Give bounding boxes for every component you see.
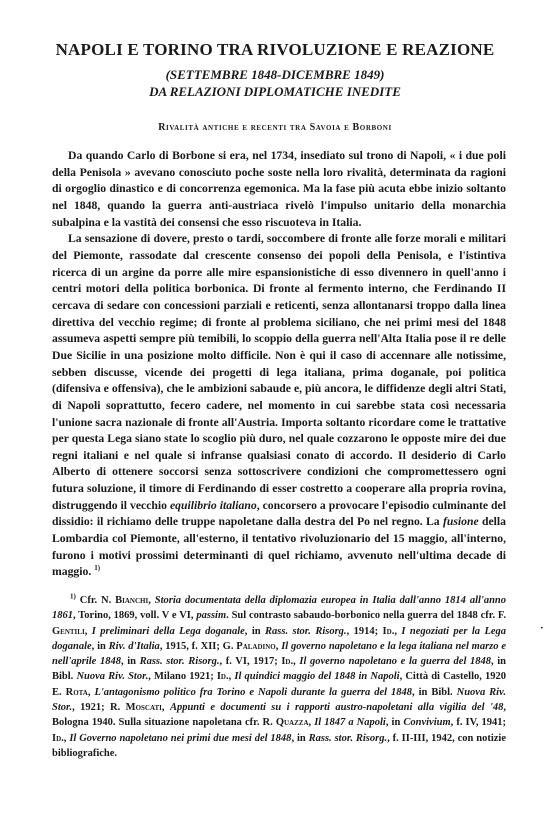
article-subtitle-dates: (SETTEMBRE 1848-DICEMBRE 1849) <box>165 67 385 82</box>
footnote-block <box>52 593 506 761</box>
italic-run: Nuova Riv. Stor. <box>52 686 506 714</box>
text-run: La sensazione di dovere, presto o tardi, soccombere di fronte alle forze morali e militari del Piemonte, rassodate dal crescente consenso dei popoli della Penisola, e l'istintiva ricerca di un argine da porre alle mire espansionistiche di esso divennero in quell'anno i centri motori della politica borbonica. Di fronte al fermento interno, che Ferdinando II cercava di sedare con concessioni parziali e reticenti, senza allontanarsi troppo dalla linea direttiva del vecchio regime; di fronte al problema siciliano, che nei primi mesi del 1848 assumeva aspetti sempre più temibili, lo scoppio della guerra nell'Alta Italia pose il re delle Due Sicilie in una posizione molto difficile. Non è qui il caso di accennare alle notissime, sebben discusse, vicende dei progetti di lega italiana, prima doganale, poi politica (difensiva e offensiva), che le ambizioni sabaude e, più ancora, le diffidenze degli altri Stati, di Napoli soprattutto, fecero cadere, nel momento in cui sarebbe stata così necessaria l'unione sacra nazionale di fronte all'Austria. Importa soltanto ricordare come le trattative per questa Lega siano state lo scoglio più duro, nel quale cozzarono le opposte mire dei due regni italiani e nel quale si infranse qualsiasi conato di accordo. Il desiderio di Carlo Alberto di ottenere soccorsi senza sottoscrivere condizioni che compromettessero ogni futura soluzione, il timore di Ferdinando di esser costretto a cooperare alla propria rovina, distruggendo il vecchio <box>52 232 506 512</box>
italic-run: equilibrio italiano <box>169 498 257 512</box>
italic-run: Rass. stor. Risorg. <box>265 625 347 637</box>
text-run: , Torino, 1869, voll. V e VI, <box>73 610 197 622</box>
italic-run: Convivium <box>403 717 451 729</box>
text-run: della Lombardia col Piemonte, all'esterno, il tentativo rivoluzionario del 15 maggio, all'interno, furono i motivi prossimi determinanti di quel richiamo, avvenuto nell'ultima decade di maggio. <box>52 515 506 579</box>
text-run: , <box>63 732 70 744</box>
text-run: , Città di Castello, 1920 E. <box>52 671 506 698</box>
text-run: , f. VI, 1917; <box>219 656 282 668</box>
text-run: , in <box>244 625 266 637</box>
italic-run: L'antagonismo politico fra Torino e Napoli durante la guerra del 1848 <box>94 686 413 698</box>
italic-run: Il Governo napoletano nei primi due mesi del 1848 <box>69 732 292 744</box>
text-run: , <box>161 702 170 714</box>
italic-run: I preliminari della Lega doganale <box>91 625 245 637</box>
author-name: Moscati <box>125 702 162 714</box>
text-run: , 1915, f. XII; G. <box>159 640 237 652</box>
author-name: Bianchi <box>115 595 149 606</box>
author-name: Id. <box>281 656 294 668</box>
italic-run: Nuova Riv. Stor. <box>76 671 149 683</box>
footnote-marker: 1) <box>94 564 101 573</box>
text-run: . Sul contrasto sabaudo-borbonico nella guerra del 1848 cfr. F. <box>226 610 506 622</box>
italic-run: Rass. stor. Risorg. <box>308 732 388 744</box>
text-run: , <box>228 671 235 683</box>
italic-run: Appunti e documenti su i rapporti austro-napoletani alla vigilia del '48 <box>169 702 504 714</box>
author-name: Id. <box>382 625 395 637</box>
italic-run: fusione <box>442 515 479 529</box>
text-run: Da quando Carlo di Borbone si era, nel 1734, insediato sul trono di Napoli, « i due poli della Penisola » avevano conosciuto poche soste nella loro rivalità, determinata da ragioni di orgoglio dinastico e di concorrenza egemonica. Ma la fase più acuta ebbe inizio soltanto nel 1848, quando la guerra anti-austriaca rivelò l'impulso unitario della monarchia subalpina e la vastità dei consensi che esso riscuoteva in Italia. <box>52 149 506 229</box>
author-name: Id. <box>52 732 64 744</box>
text-run: , concorsero a provocare l'episodio culminante del dissidio: il richiamo delle truppe napoletane dalla destra del Po nel regno. La <box>52 498 506 529</box>
footnote <box>52 593 506 761</box>
text-run: , Milano 1921; <box>148 671 217 683</box>
author-name: Rota <box>65 686 88 698</box>
text-run: , <box>293 656 300 668</box>
text-run: , f. II-III, 1942, con notizie bibliografiche. <box>52 732 507 759</box>
text-run: , in Bibl. <box>52 656 506 683</box>
text-run: , <box>308 717 315 729</box>
author-name: Paladino <box>236 640 276 652</box>
text-run: , f. IV, 1941; <box>450 717 507 729</box>
italic-run: Riv. d'Italia <box>108 640 160 652</box>
text-run: , <box>394 625 402 637</box>
text-run: , Bologna 1940. Sulla situazione napoletana cfr. R. <box>52 702 506 729</box>
italic-run: Il governo napoletano e la guerra del 1848 <box>299 656 491 668</box>
author-name: Gentili <box>52 625 85 637</box>
text-run: , in <box>91 640 109 652</box>
italic-run: Il quindici maggio del 1848 in Napoli <box>234 671 400 683</box>
paragraph <box>52 231 506 581</box>
italic-run: passim <box>196 610 227 622</box>
italic-run: Il 1847 a Napoli <box>314 717 386 729</box>
article-subtitle-source: DA RELAZIONI DIPLOMATICHE INEDITE <box>149 84 401 99</box>
text-run: , in <box>385 717 404 729</box>
text-run: , <box>148 595 155 606</box>
section-heading: Rivalità antiche e recenti tra Savoia e Borboni <box>158 122 392 133</box>
body-text <box>52 148 506 581</box>
text-run: , in Bibl. <box>412 686 457 698</box>
author-name: Id. <box>216 671 229 683</box>
article-title: NAPOLI E TORINO TRA RIVOLUZIONE E REAZIONE <box>55 40 495 59</box>
text-run: , <box>275 640 282 652</box>
text-run: , <box>84 625 92 637</box>
italic-run: I negoziati per la Lega doganale <box>52 625 507 652</box>
text-run: , 1914; <box>346 625 383 637</box>
author-name: Quazza <box>275 717 309 729</box>
text-run: Cfr. N. <box>75 595 116 606</box>
italic-run: Storia documentata della diplomazia europea in Italia dall'anno 1814 all'anno 1861 <box>52 595 507 622</box>
paragraph <box>52 148 506 231</box>
text-run: , <box>87 686 95 698</box>
footnote-marker: 1) <box>70 592 76 601</box>
margin-mark: · <box>540 622 544 634</box>
italic-run: Rass. stor. Risorg. <box>139 656 220 668</box>
text-run: , in <box>291 732 309 744</box>
text-run: , 1921; R. <box>72 702 126 714</box>
italic-run: Il governo napoletano e la lega italiana nel marzo e nell'aprile 1848 <box>52 640 506 668</box>
text-run: , in <box>120 656 140 668</box>
